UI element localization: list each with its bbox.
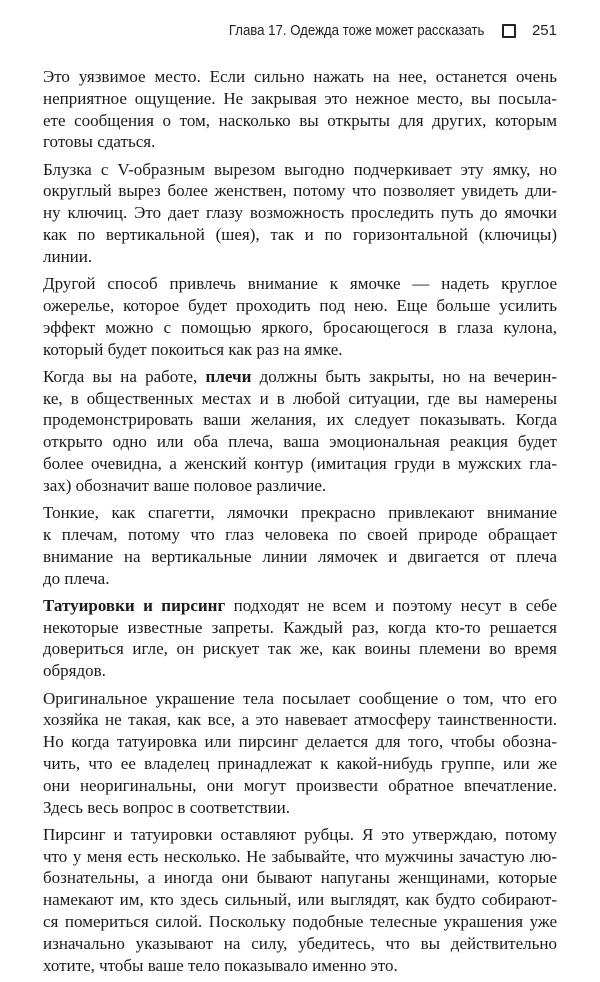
text-segment: ожерелье, которое будет проходить под нею. Еще больше усилить: [43, 295, 557, 315]
text-segment: Но когда татуировка или пирсинг делается для того, чтобы обозна-: [43, 732, 557, 752]
text-line: [43, 846, 557, 868]
text-segment: как по вертикальной (шея), так и по горизонтальной (ключицы): [43, 225, 557, 245]
text-segment: более очевидна, а женский контур (имитация груди в мужских гла-: [43, 454, 557, 474]
text-segment: Тонкие, как спагетти, лямочки прекрасно привлекают внимание: [43, 503, 557, 523]
text-segment: Оригинальное украшение тела посылает сообщение о том, что его: [43, 688, 557, 708]
text-segment: намекают им, кто здесь сильный, или выглядят, как будто собирают-: [43, 890, 557, 910]
text-segment: довериться игле, он рискует так же, как воины племени во время: [43, 639, 557, 659]
paragraph: [43, 502, 557, 589]
text-segment: обрядов.: [43, 661, 106, 681]
text-segment: округлый вырез более женствен, потому что позволяет увидеть дли-: [43, 181, 557, 201]
paragraph: [43, 66, 557, 153]
text-line: [43, 88, 557, 110]
text-line: [43, 317, 557, 339]
text-line: [43, 366, 557, 388]
paragraph: [43, 688, 557, 819]
text-line: [43, 246, 557, 268]
text-line: [43, 475, 557, 497]
text-line: [43, 911, 557, 933]
text-line: [43, 202, 557, 224]
text-line: [43, 933, 557, 955]
text-segment: что у меня есть несколько. Не забывайте, что мужчины зачастую лю-: [43, 846, 557, 866]
text-line: [43, 339, 557, 361]
paragraph: [43, 366, 557, 497]
text-segment: Это уязвимое место. Если сильно нажать на нее, останется очень: [43, 67, 557, 86]
text-line: [43, 546, 557, 568]
paragraph: [43, 824, 557, 977]
text-segment: неприятное ощущение. Не закрывая это нежное место, вы посыла-: [43, 88, 557, 108]
text-segment: до плеча.: [43, 568, 110, 588]
text-line: [43, 753, 557, 775]
page-body: [43, 66, 557, 982]
text-line: [43, 431, 557, 453]
text-segment: бознательны, а иногда они бывают напуганы женщинами, которые: [43, 868, 557, 888]
bold-term: Татуировки и пирсинг: [43, 595, 226, 615]
text-segment: Пирсинг и татуировки оставляют рубцы. Я это утверждаю, потому: [43, 824, 557, 844]
text-segment: готовы сдаться.: [43, 132, 156, 152]
text-line: [43, 955, 557, 977]
text-segment: линии.: [43, 246, 93, 266]
text-segment: внимание на вертикальные линии лямочек и двигается от плеча: [43, 546, 557, 566]
running-header: [194, 22, 557, 39]
text-segment: ете сообщения о том, насколько вы открыты для других, которым: [43, 110, 557, 130]
text-segment: чить, что ее владелец принадлежат к какой-нибудь группе, или же: [43, 753, 557, 773]
text-line: [43, 824, 557, 846]
text-segment: хотите, чтобы ваше тело показывало именно это.: [43, 955, 398, 975]
text-segment: хозяйка не такая, как все, а это навевает атмосферу таинственности.: [43, 710, 557, 730]
text-segment: они неоригинальны, они могут произвести обратное впечатление.: [43, 775, 557, 795]
text-segment: к плечам, потому что глаз человека по своей природе обращает: [43, 524, 557, 544]
page-number: 251: [531, 22, 557, 39]
text-line: [43, 66, 557, 88]
text-line: [43, 273, 557, 295]
text-segment: ке, в общественных местах и в любой ситуации, где вы намерены: [43, 388, 557, 408]
text-line: [43, 110, 557, 132]
text-line: [43, 409, 557, 431]
text-line: [43, 159, 557, 181]
text-segment: подходят не всем и поэтому несут в себе: [225, 595, 557, 615]
text-segment: который будет покоиться как раз на ямке.: [43, 339, 343, 359]
paragraph: [43, 273, 557, 360]
text-line: [43, 595, 557, 617]
text-line: [43, 797, 557, 819]
text-line: [43, 568, 557, 590]
bold-term: плечи: [205, 366, 252, 386]
text-line: [43, 731, 557, 753]
paragraph: [43, 595, 557, 682]
text-line: [43, 180, 557, 202]
chapter-title: Глава 17. Одежда тоже может рассказать: [228, 22, 484, 39]
text-segment: изначально указывают на силу, убедитесь, что вы действительно: [43, 933, 557, 953]
text-line: [43, 617, 557, 639]
text-line: [43, 388, 557, 410]
text-line: [43, 453, 557, 475]
text-line: [43, 709, 557, 731]
text-line: [43, 295, 557, 317]
text-segment: ся помериться силой. Поскольку подобные телесные украшения уже: [43, 911, 557, 931]
text-line: [43, 775, 557, 797]
text-segment: должны быть закрыты, но на вечерин-: [251, 366, 557, 386]
text-segment: Другой способ привлечь внимание к ямочке — надеть круглое: [43, 274, 557, 294]
text-line: [43, 889, 557, 911]
text-line: [43, 224, 557, 246]
text-segment: ну ключиц. Это дает глазу возможность проследить путь до ямочки: [43, 203, 557, 223]
text-line: [43, 867, 557, 889]
text-segment: Здесь весь вопрос в соответствии.: [43, 797, 291, 817]
text-segment: открыто одно или оба плеча, ваша эмоциональная реакция будет: [43, 432, 557, 452]
text-segment: некоторые известные запреты. Каждый раз, когда кто-то решается: [43, 617, 557, 637]
text-line: [43, 688, 557, 710]
text-segment: Блузка с V-образным вырезом выгодно подчеркивает эту ямку, но: [43, 159, 557, 179]
text-segment: эффект можно с помощью яркого, бросающегося в глаза кулона,: [43, 317, 557, 337]
text-line: [43, 660, 557, 682]
square-icon: [502, 24, 516, 38]
text-segment: продемонстрировать ваши желания, их следует показывать. Когда: [43, 410, 557, 430]
text-segment: зах) обозначит ваше половое различие.: [43, 475, 327, 495]
text-line: [43, 524, 557, 546]
text-line: [43, 131, 557, 153]
text-line: [43, 502, 557, 524]
text-line: [43, 638, 557, 660]
paragraph: [43, 159, 557, 268]
text-segment: Когда вы на работе,: [43, 366, 206, 386]
